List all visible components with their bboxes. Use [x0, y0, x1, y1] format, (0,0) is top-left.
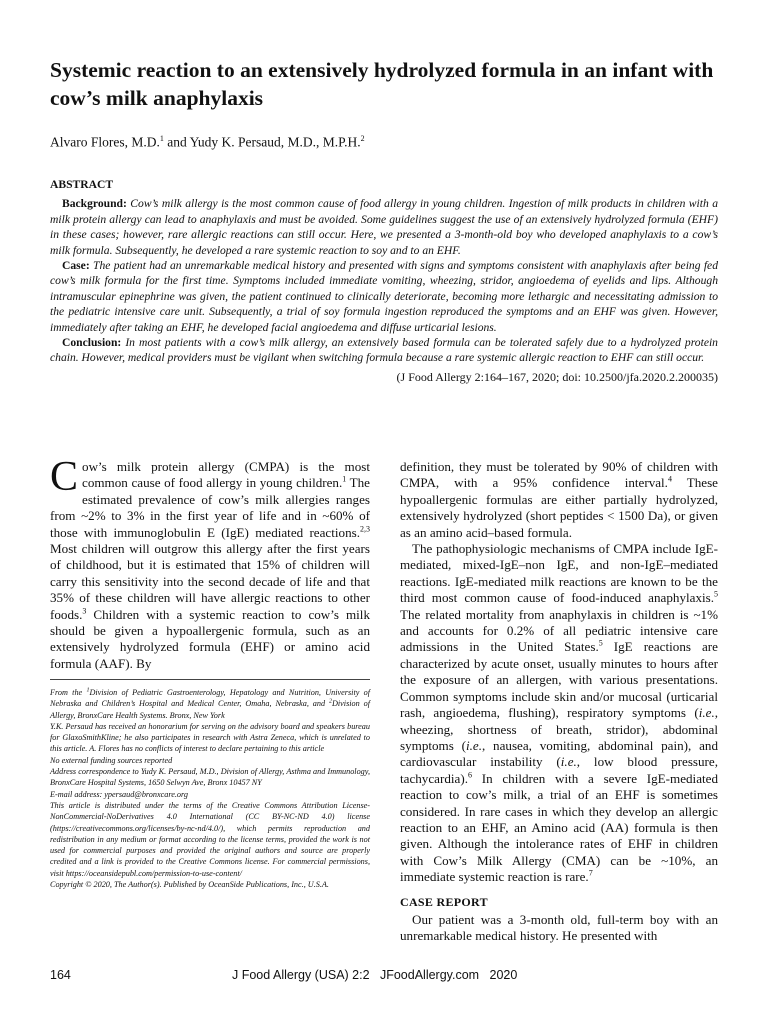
- footnote-text: Division of Pediatric Gastroenterology, Hepatology and Nutrition, University of Nebraska and Children’s Hospital and Medical Center, Omaha, Nebraska, and: [50, 688, 370, 709]
- reference-marker: 7: [588, 868, 593, 878]
- affiliation-marker: 1: [86, 687, 90, 694]
- reference-marker: 6: [467, 770, 472, 780]
- case-report-heading: CASE REPORT: [400, 894, 488, 909]
- footnote-text: From the: [50, 688, 87, 697]
- affiliation-marker: 1: [159, 134, 164, 143]
- body-text: definition, they must be tolerated by 90% of children with CMPA, with a 95% confidence interval.: [400, 459, 718, 491]
- paragraph-definition: [400, 459, 718, 541]
- reference-marker: 2,3: [360, 524, 370, 534]
- reference-marker: 3: [82, 606, 87, 616]
- body-text: Most children will outgrow this allergy after the first years of childhood, but it is estimated that 15% of children will carry this sensitivity into the second decade of life and that 35% of these children will have allergic reactions to other foods.: [50, 541, 370, 622]
- body-text: , low blood pressure, tachycardia).: [400, 754, 719, 786]
- body-text: ow’s milk protein allergy (CMPA) is the most common cause of food allergy in young children.: [82, 459, 370, 491]
- body-text: The pathophysiologic mechanisms of CMPA include IgE-mediated, mixed-IgE–non IgE, and non-IgE–mediated reactions. IgE-mediated milk reactions are known to be the third most common cause of food-induced anaphylaxis.: [400, 541, 718, 606]
- body-text: , wheezing, shortness of breath, stridor), abdominal symptoms (: [400, 705, 718, 753]
- reference-marker: 1: [342, 475, 347, 485]
- case-text: The patient had an unremarkable medical history and presented with signs and symptoms consistent with anaphylaxis after being fed cow’s milk formula for the first time. Symptoms included immediate vomiting, wheezing, stridor, angioedema of eyelids and lips. Although intramuscular epinephrine was given, the patient continued to clinically deteriorate, becoming more lethargic and necessitating admission to the pediatric intensive care unit. Subsequently, a trial of soy formula ingestion reproduced the symptoms and an EHF was given. However, immediately after taking an EHF, he developed facial angioedema and diffuse urticarial lesions.: [50, 259, 718, 334]
- italic-abbrev: i.e.: [560, 754, 577, 770]
- abstract-case: [50, 258, 718, 335]
- reference-marker: 5: [598, 639, 603, 649]
- affiliation-marker: 2: [328, 698, 332, 705]
- author-conjunction: and: [163, 134, 190, 150]
- italic-abbrev: i.e.: [698, 705, 715, 721]
- right-column: [400, 459, 718, 945]
- case-label: Case:: [62, 259, 90, 273]
- body-text: The related mortality from anaphylaxis in children is ~1% and accounts for 0.2% of all pediatric intensive care admissions in the United States.: [400, 606, 718, 655]
- footnote-affiliations: [50, 687, 370, 721]
- footnote-copyright: Copyright © 2020, The Author(s). Published by OceanSide Publications, Inc., U.S.A.: [50, 880, 329, 890]
- body-text: , nausea, vomiting, abdominal pain), and cardiovascular instability (: [400, 737, 718, 770]
- author-line: [50, 134, 365, 151]
- citation-line: (J Food Allergy 2:164–167, 2020; doi: 10.2500/jfa.2020.2.200035): [396, 369, 718, 384]
- paragraph-pathophysiology: [400, 541, 718, 886]
- body-text: In children with a severe IgE-mediated reaction to cow’s milk, a trial of an EHF is sometimes considered. In rare cases in which they develop an allergic reaction to an EHF, an Amino acid (AA) formula is then given. Although the intolerance rates of EHF in children with Cow’s Milk Allergy (CMA) can be ~10%, an immediate systemic reaction is rare.: [400, 770, 718, 885]
- article-title: Systemic reaction to an extensively hydrolyzed formula in an infant with cow’s milk anaphylaxis: [50, 58, 714, 110]
- conclusion-label: Conclusion:: [62, 336, 122, 350]
- body-text: These hypoallergenic formulas are either partially hydrolyzed, extensively hydrolyzed (short peptides < 1500 Da), or given as an amino acid–based formula.: [400, 475, 718, 540]
- author-persaud: Yudy K. Persaud, M.D., M.P.H.: [189, 134, 361, 150]
- abstract-section: [50, 177, 718, 385]
- footnote-license: This article is distributed under the terms of the Creative Commons Attribution License-NonCommercial-NoDerivatives 4.0 International (CC BY-NC-ND 4.0) license (https://creativecommons.org/licenses/by-nc-nd/4.0/), which permits reproduction and redistribution in any medium or format according to the license terms, provided the work is not used for commercial purposes and provided the original authors and source are properly credited and a link is provided to the Creative Commons license. For commercial permissions, visit https://oceansidepubl.com/permission-to-use-content/: [50, 800, 370, 878]
- body-text: IgE reactions are characterized by acute onset, usually minutes to hours after the exposure of an allergen, with various presentations. Common symptoms include skin and/or mucosal (urticarial rash, angioedema, flushing), respiratory symptoms (: [400, 639, 718, 721]
- footnote-disclosures: Y.K. Persaud has received an honorarium for serving on the advisory board and speakers bureau for GlaxoSmithKline; he also participates in research with Astra Zeneca, which is unrelated to this article. A. Flores has no conflicts of interest to declare pertaining to this article: [50, 721, 370, 754]
- abstract-conclusion: [50, 335, 718, 366]
- left-column: [50, 454, 370, 672]
- background-label: Background:: [62, 197, 127, 211]
- footnote-funding: No external funding sources reported: [50, 755, 173, 765]
- conclusion-text: In most patients with a cow’s milk allergy, an extensively based formula can be tolerated safely due to a hydrolyzed protein chain. However, medical providers must be vigilant when switching formula because a rare systemic allergic reaction to EHF can still occur.: [50, 336, 718, 365]
- affiliation-marker: 2: [360, 134, 365, 143]
- footnote-correspondence: Address correspondence to Yudy K. Persaud, M.D., Division of Allergy, Asthma and Immunology, BronxCare Hospital Systems, 1650 Selwyn Ave, Bronx 10457 NY: [50, 767, 370, 788]
- drop-cap: C: [50, 454, 79, 500]
- page-number: 164: [50, 968, 71, 982]
- footnote-email: E-mail address: ypersaud@bronxcare.org: [50, 789, 188, 799]
- abstract-background: [50, 196, 718, 258]
- author-flores: Alvaro Flores, M.D.: [50, 134, 160, 150]
- abstract-heading: ABSTRACT: [50, 178, 114, 191]
- body-text: The estimated prevalence of cow’s milk allergies ranges from ~2% to 3% in the first year of life and in ~60% of those with immunoglobulin E (IgE) mediated reactions.: [50, 475, 370, 540]
- italic-abbrev: i.e.: [465, 737, 482, 753]
- reference-marker: 5: [714, 589, 718, 599]
- paragraph-case-report: Our patient was a 3-month old, full-term boy with an unremarkable medical history. He presented with: [400, 911, 718, 944]
- journal-footer: J Food Allergy (USA) 2:2 JFoodAllergy.com 2020: [232, 968, 518, 982]
- body-text: Children with a systemic reaction to cow’s milk should be given a hypoallergenic formula, such as an extensively hydrolyzed formula (EHF) or amino acid formula (AAF). By: [50, 606, 370, 671]
- footnote-divider: [50, 679, 370, 680]
- footnotes: [50, 687, 370, 890]
- background-text: Cow’s milk allergy is the most common cause of food allergy in young children. Ingestion of milk products in children with a milk protein allergy can lead to anaphylaxis and must be avoided. Some guidelines suggest the use of an extensively hydrolyzed formula (EHF) in these cases; however, rare allergic reactions can still occur. Here, we presented a 3-month-old boy who developed anaphylaxis to a cow’s milk formula. Subsequently, he developed a rare systemic reaction to soy and to an EHF.: [50, 197, 718, 257]
- footnote-text: Division of Allergy, BronxCare Health Systems. Bronx, New York: [50, 699, 370, 720]
- intro-paragraph: [50, 454, 370, 672]
- reference-marker: 4: [667, 475, 672, 485]
